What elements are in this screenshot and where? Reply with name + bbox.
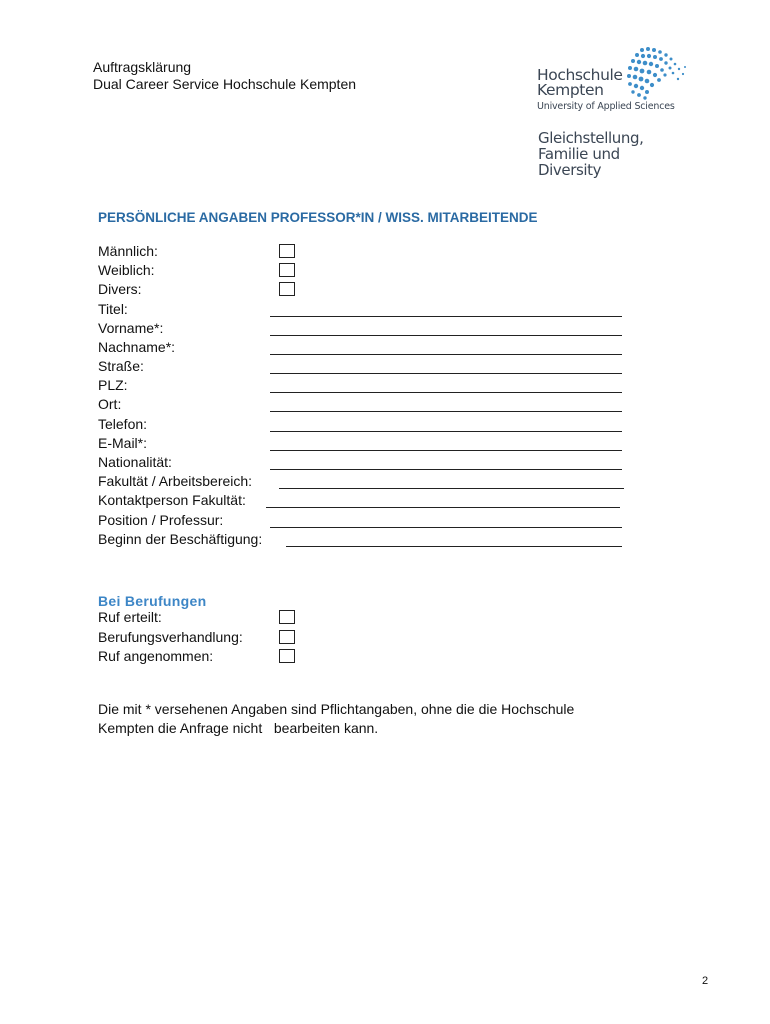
title-input-line[interactable] (270, 316, 622, 317)
field-label: Ort: (98, 396, 122, 412)
field-label: Telefon: (98, 416, 148, 432)
field-row-city (98, 396, 658, 415)
mandatory-note (98, 700, 658, 738)
appointment-option-label: Ruf erteilt: (98, 609, 162, 625)
logo-name-line2: Kempten (537, 81, 604, 99)
appointment-option-label: Ruf angenommen: (98, 648, 214, 664)
field-label: Nachname*: (98, 339, 176, 355)
field-label: Beginn der Beschäftigung: (98, 531, 263, 547)
last-name-input-line[interactable] (270, 354, 622, 355)
field-row-street (98, 358, 658, 377)
email-input-line[interactable] (270, 450, 622, 451)
field-row-faculty (98, 473, 658, 492)
field-row-nationality (98, 454, 658, 473)
mandatory-note-line1: Die mit * versehenen Angaben sind Pflichtangaben, ohne die die Hochschule (98, 701, 575, 717)
field-label: Position / Professur: (98, 512, 224, 528)
street-input-line[interactable] (270, 373, 622, 374)
position-input-line[interactable] (270, 527, 622, 528)
gender-option-male (98, 243, 658, 262)
gender-option-diverse (98, 281, 658, 300)
phone-input-line[interactable] (270, 431, 622, 432)
hochschule-kempten-logo (536, 46, 706, 116)
field-label: Nationalität: (98, 454, 172, 470)
logo-name-line1: Hochschule (537, 66, 623, 84)
faculty-contact-input-line[interactable] (266, 507, 620, 508)
field-row-last-name (98, 339, 658, 358)
field-row-start-date (98, 531, 658, 550)
appointments-title: Bei Berufungen (98, 593, 207, 609)
field-row-email (98, 435, 658, 454)
city-input-line[interactable] (270, 411, 622, 412)
appointment-option-negotiation (98, 629, 658, 648)
gender-option-label: Weiblich: (98, 262, 155, 278)
department-line1: Gleichstellung, (538, 129, 644, 147)
female-checkbox[interactable] (279, 263, 295, 277)
field-label: PLZ: (98, 377, 128, 393)
offer-accepted-checkbox[interactable] (279, 649, 295, 663)
male-checkbox[interactable] (279, 244, 295, 258)
department-line2: Familie und (538, 145, 620, 163)
logo-dots-icon (622, 46, 694, 102)
field-row-phone (98, 416, 658, 435)
field-label: E-Mail*: (98, 435, 148, 451)
mandatory-note-line2: Kempten die Anfrage nicht bearbeiten kann. (98, 720, 379, 736)
field-row-faculty-contact (98, 492, 658, 511)
field-row-first-name (98, 320, 658, 339)
first-name-input-line[interactable] (270, 335, 622, 336)
postal-code-input-line[interactable] (270, 392, 622, 393)
gender-option-label: Divers: (98, 281, 142, 297)
field-row-postal-code (98, 377, 658, 396)
field-label: Fakultät / Arbeitsbereich: (98, 473, 253, 489)
gender-option-female (98, 262, 658, 281)
field-label: Kontaktperson Fakultät: (98, 492, 246, 508)
field-row-position (98, 512, 658, 531)
field-label: Titel: (98, 301, 128, 317)
department-line3: Diversity (538, 161, 602, 179)
appointment-option-label: Berufungsverhandlung: (98, 629, 243, 645)
document-header-title: Auftragsklärung (93, 59, 192, 75)
document-header-subtitle: Dual Career Service Hochschule Kempten (93, 76, 357, 92)
nationality-input-line[interactable] (270, 469, 622, 470)
gender-option-label: Männlich: (98, 243, 158, 259)
offer-made-checkbox[interactable] (279, 610, 295, 624)
field-label: Straße: (98, 358, 144, 374)
field-label: Vorname*: (98, 320, 164, 336)
page-number: 2 (702, 975, 709, 987)
diverse-checkbox[interactable] (279, 282, 295, 296)
appointment-option-offered (98, 609, 658, 628)
negotiation-checkbox[interactable] (279, 630, 295, 644)
faculty-input-line[interactable] (279, 488, 624, 489)
field-row-title (98, 301, 658, 320)
appointment-option-accepted (98, 648, 658, 667)
start-date-input-line[interactable] (286, 546, 622, 547)
section-title: PERSÖNLICHE ANGABEN PROFESSOR*IN / WISS. MITARBEITENDE (98, 210, 538, 225)
logo-subtitle: University of Applied Sciences (537, 101, 675, 112)
